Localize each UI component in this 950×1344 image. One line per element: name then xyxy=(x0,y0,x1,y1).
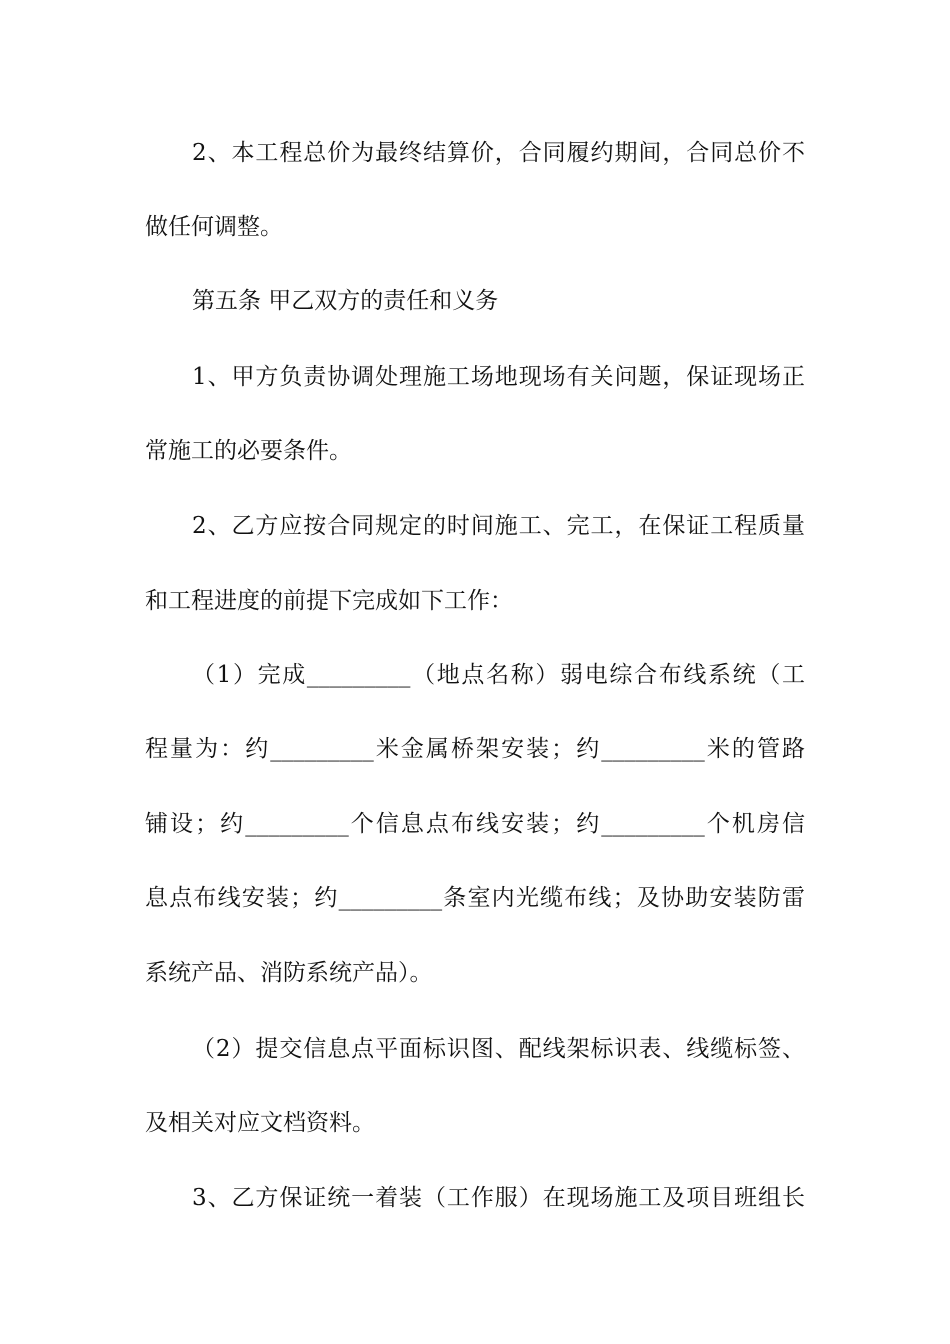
text-line-15: 3、乙方保证统一着装（工作服）在现场施工及项目班组长 xyxy=(192,1185,805,1211)
text-line-2: 做任何调整。 xyxy=(145,214,283,240)
text-line-12: 系统产品、消防系统产品）。 xyxy=(145,960,433,986)
text-line-8: （1）完成_________（地点名称）弱电综合布线系统（工 xyxy=(192,662,805,688)
section-heading: 第五条 甲乙双方的责任和义务 xyxy=(192,288,499,314)
text-line-13: （2）提交信息点平面标识图、配线架标识表、线缆标签、 xyxy=(192,1036,805,1062)
text-line-9: 程量为：约_________米金属桥架安装；约_________米的管路 xyxy=(145,736,805,762)
text-line-7: 和工程进度的前提下完成如下工作： xyxy=(145,588,513,614)
text-line-14: 及相关对应文档资料。 xyxy=(145,1110,375,1136)
text-line-11: 息点布线安装；约_________条室内光缆布线；及协助安装防雷 xyxy=(145,885,805,911)
text-line-10: 铺设；约_________个信息点布线安装；约_________个机房信 xyxy=(145,811,805,837)
text-line-5: 常施工的必要条件。 xyxy=(145,438,352,464)
text-line-1: 2、本工程总价为最终结算价，合同履约期间，合同总价不 xyxy=(192,140,805,166)
text-line-6: 2、乙方应按合同规定的时间施工、完工，在保证工程质量 xyxy=(192,513,805,539)
text-line-4: 1、甲方负责协调处理施工场地现场有关问题，保证现场正 xyxy=(192,364,805,390)
